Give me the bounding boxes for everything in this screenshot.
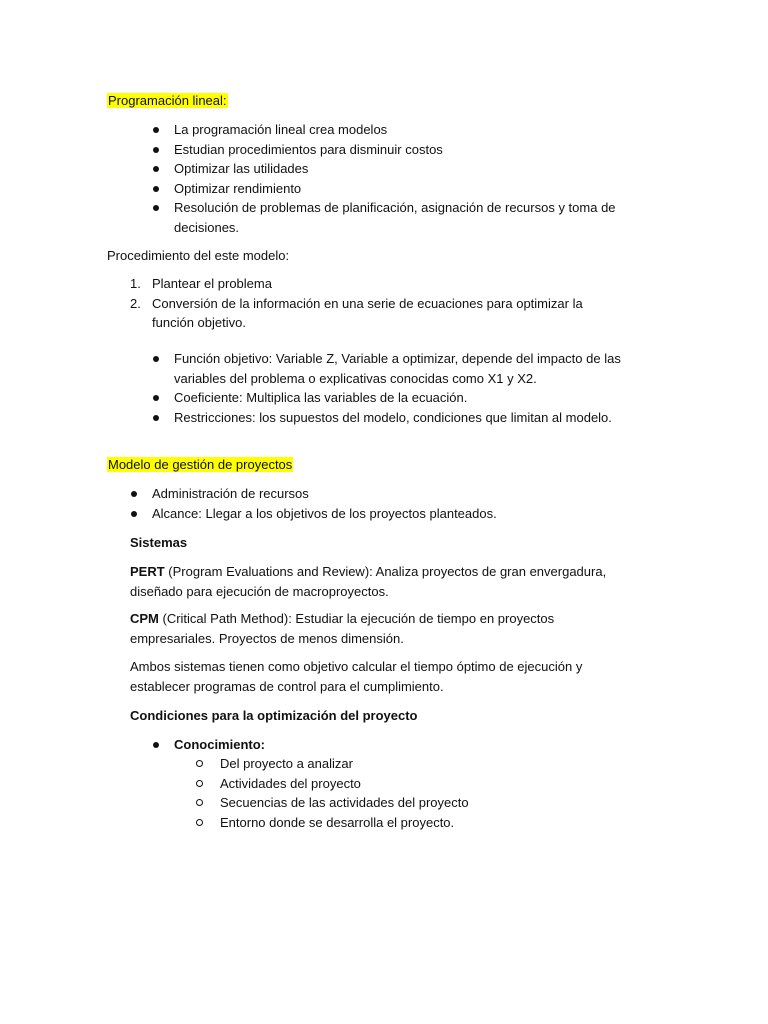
list-item: Resolución de problemas de planificación, asignación de recursos y toma de decisiones. bbox=[174, 198, 644, 237]
section-title-programacion-lineal bbox=[107, 91, 228, 111]
bullet-dot-icon bbox=[153, 356, 159, 362]
hollow-bullet-icon bbox=[196, 760, 203, 767]
list-item: 2. Conversión de la información en una serie de ecuaciones para optimizar la función objetivo. bbox=[130, 295, 583, 330]
hollow-bullet-icon bbox=[196, 780, 203, 787]
step-number: 1. bbox=[130, 276, 141, 291]
pert-term: PERT bbox=[130, 564, 165, 579]
conditions-heading: Condiciones para la optimización del proyecto bbox=[130, 708, 418, 723]
procedure-steps bbox=[130, 274, 622, 333]
knowledge-subitems bbox=[220, 754, 620, 832]
bullet-dot-icon bbox=[153, 127, 159, 133]
bullet-dot-icon bbox=[131, 491, 137, 497]
list-item: Restricciones: los supuestos del modelo, condiciones que limitan al modelo. bbox=[174, 408, 624, 428]
knowledge-bullet bbox=[174, 735, 574, 755]
list-item: Actividades del proyecto bbox=[220, 774, 620, 794]
pert-text: (Program Evaluations and Review): Analiza proyectos de gran envergadura, diseñado para ejecución de macroproyectos. bbox=[130, 564, 607, 599]
list-item: Secuencias de las actividades del proyecto bbox=[220, 793, 620, 813]
systems-heading: Sistemas bbox=[130, 535, 188, 550]
list-item: Optimizar las utilidades bbox=[174, 159, 644, 179]
bullet-dot-icon bbox=[153, 147, 159, 153]
hollow-bullet-icon bbox=[196, 799, 203, 806]
step-number: 2. bbox=[130, 295, 141, 311]
list-item: Alcance: Llegar a los objetivos de los proyectos planteados. bbox=[152, 504, 622, 524]
section-title-gestion-proyectos bbox=[107, 455, 293, 475]
cpm-text: (Critical Path Method): Estudiar la ejecución de tiempo en proyectos empresariales. Proyectos de menos dimensión. bbox=[130, 611, 555, 646]
list-item: Entorno donde se desarrolla el proyecto. bbox=[220, 813, 620, 833]
highlighted-title: Programación lineal: bbox=[108, 93, 227, 108]
list-item: Del proyecto a analizar bbox=[220, 754, 620, 774]
cpm-paragraph bbox=[130, 609, 640, 648]
list-item: La programación lineal crea modelos bbox=[174, 120, 644, 140]
bullet-dot-icon bbox=[153, 205, 159, 211]
list-item: Conocimiento: bbox=[174, 735, 574, 755]
hollow-bullet-icon bbox=[196, 819, 203, 826]
bullet-dot-icon bbox=[153, 742, 159, 748]
list-item: Coeficiente: Multiplica las variables de la ecuación. bbox=[174, 388, 624, 408]
highlighted-title: Modelo de gestión de proyectos bbox=[108, 457, 293, 472]
list-item: Administración de recursos bbox=[152, 484, 622, 504]
bullet-dot-icon bbox=[153, 166, 159, 172]
both-systems-paragraph: Ambos sistemas tienen como objetivo calcular el tiempo óptimo de ejecución y establecer programas de control para el cumplimiento. bbox=[130, 659, 583, 694]
definitions-bullets bbox=[174, 349, 624, 427]
list-item: Función objetivo: Variable Z, Variable a optimizar, depende del impacto de las variables del problema o explicativas conocidas como X1 y X2. bbox=[174, 349, 624, 388]
bullet-dot-icon bbox=[153, 395, 159, 401]
pert-paragraph bbox=[130, 562, 640, 601]
programacion-lineal-bullets bbox=[174, 120, 644, 237]
list-item: Optimizar rendimiento bbox=[174, 179, 644, 199]
bullet-dot-icon bbox=[153, 186, 159, 192]
cpm-term: CPM bbox=[130, 611, 159, 626]
bullet-dot-icon bbox=[131, 511, 137, 517]
bullet-dot-icon bbox=[153, 415, 159, 421]
list-item: Estudian procedimientos para disminuir costos bbox=[174, 140, 644, 160]
list-item: 1. Plantear el problema bbox=[152, 274, 622, 294]
procedure-label: Procedimiento del este modelo: bbox=[107, 248, 290, 263]
gestion-proyectos-bullets bbox=[152, 484, 622, 523]
